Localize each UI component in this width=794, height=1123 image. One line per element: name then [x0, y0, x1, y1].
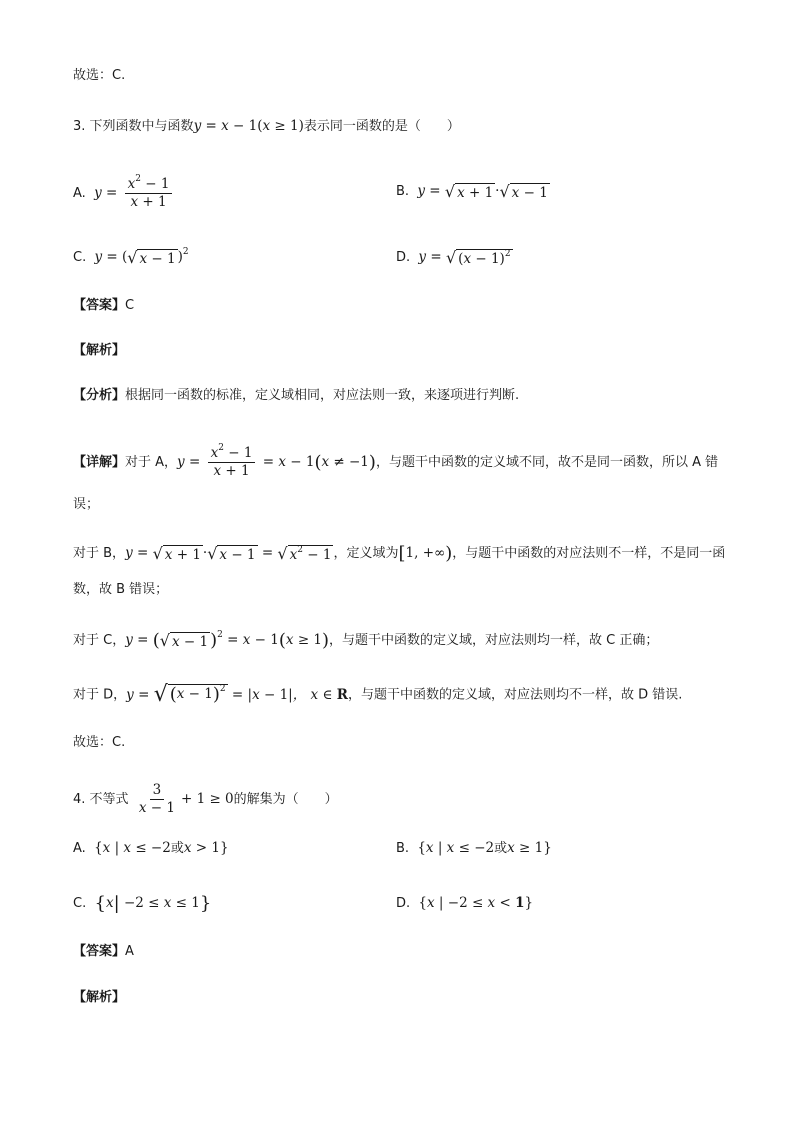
detail-a-cont: 误；	[73, 497, 100, 512]
detail-d-prefix: 对于 D，	[73, 687, 127, 703]
detail-b-line	[73, 543, 725, 564]
q4-option-d	[396, 893, 533, 914]
math-inequality: $\frac{3}{x - 1}$ + 1 ≥ 0	[138, 782, 234, 816]
option-a	[73, 176, 175, 211]
detail-a-line	[73, 445, 718, 480]
option-c-math: y = ( √ x − 1 )$^2$	[94, 247, 189, 267]
detail-d-math: y = √ $(x - 1)^2$ = |x − 1|， x ∈ R	[126, 682, 348, 707]
option-b	[396, 181, 550, 202]
question-number: 3.	[73, 119, 86, 134]
question-number: 4.	[73, 792, 86, 807]
answer-value: A	[125, 944, 134, 959]
option-b-math: y = √ x + 1 · √ x − 1	[417, 181, 548, 201]
option-d	[396, 247, 513, 268]
answer-value: C	[125, 298, 135, 313]
detail-label: 【详解】	[73, 455, 126, 470]
option-letter: A.	[73, 841, 86, 856]
prev-conclusion: 故选：C.	[73, 68, 126, 83]
stem-text: 不等式	[89, 792, 129, 807]
answer-label: 【答案】	[73, 944, 126, 959]
option-letter: D.	[396, 896, 411, 911]
option-letter: A.	[73, 186, 86, 201]
q4-analysis-label: 【解析】	[73, 990, 126, 1005]
answer-line	[73, 296, 134, 316]
option-d-math: y = √ $(x - 1)^2$	[418, 247, 511, 267]
q4-option-a	[73, 838, 229, 859]
detail-c-line	[73, 630, 658, 651]
detail-b-suffix: ，与题干中函数的对应法则不一样，不是同一函	[452, 546, 726, 561]
detail-a-suffix: ，与题干中函数的定义域不同，故不是同一函数，所以 A 错	[375, 455, 719, 470]
or-word: 或	[494, 841, 508, 856]
detail-d-suffix: ，与题干中函数的定义域，对应法则均不一样，故 D 错误.	[347, 687, 683, 703]
q4-option-c	[73, 893, 211, 914]
q4-option-c-math: {x| −2 ≤ x ≤ 1}	[94, 893, 212, 914]
q4-answer-line	[73, 942, 134, 962]
detail-c-prefix: 对于 C，	[73, 633, 126, 648]
option-a-math: y = $\frac{x^2 - 1}{x + 1}$	[94, 185, 175, 201]
option-letter: B.	[396, 184, 410, 199]
fenxi-label: 【分析】	[73, 388, 126, 403]
detail-c-suffix: ，与题干中函数的定义域，对应法则均一样，故 C 正确；	[329, 633, 659, 648]
detail-b-mid: ，定义域为	[333, 546, 399, 561]
option-letter: C.	[73, 250, 87, 265]
detail-b-domain: [1, +∞)	[398, 543, 453, 564]
detail-a-prefix: 对于 A，	[125, 455, 178, 470]
math-target-function: y = x − 1(x ≥ 1)	[193, 118, 304, 134]
detail-b-prefix: 对于 B，	[73, 546, 126, 561]
stem-text: 下列函数中与函数	[89, 119, 194, 134]
q4-option-a-math: {x | x ≤ −2	[94, 840, 171, 856]
fenxi-line	[73, 386, 519, 406]
question-4-stem	[73, 782, 338, 817]
q3-conclusion: 故选：C.	[73, 735, 126, 750]
question-3-stem	[73, 116, 460, 137]
option-c	[73, 247, 189, 268]
q4-option-d-math: {x | −2 ≤ x < 1}	[418, 895, 534, 911]
or-word: 或	[170, 841, 184, 856]
stem-text: 的解集为（ ）	[233, 792, 338, 807]
answer-label: 【答案】	[73, 298, 126, 313]
option-letter: D.	[396, 250, 411, 265]
detail-c-math: y = ( √ x − 1 )$^2$ = x − 1(x ≥ 1)	[125, 630, 330, 651]
option-letter: B.	[396, 841, 410, 856]
detail-d-line	[73, 684, 682, 706]
option-letter: C.	[73, 896, 87, 911]
stem-text: 表示同一函数的是（ ）	[303, 119, 460, 134]
fenxi-text: 根据同一函数的标准，定义域相同，对应法则一致，来逐项进行判断.	[125, 388, 520, 403]
q4-option-b-math: {x | x ≤ −2	[417, 840, 495, 856]
detail-b-cont: 数，故 B 错误；	[73, 582, 169, 597]
detail-a-math: y = $\frac{x^2 - 1}{x + 1}$ = x − 1(x ≠ −1)	[177, 443, 376, 479]
q4-option-b-math-tail: x ≥ 1}	[507, 840, 552, 856]
q4-option-a-math-tail: x > 1}	[183, 840, 229, 856]
detail-b-math: y = √ x + 1 · √ x − 1 = √ $x^2 - 1$	[125, 543, 332, 563]
analysis-label: 【解析】	[73, 343, 126, 358]
q4-option-b	[396, 838, 552, 859]
